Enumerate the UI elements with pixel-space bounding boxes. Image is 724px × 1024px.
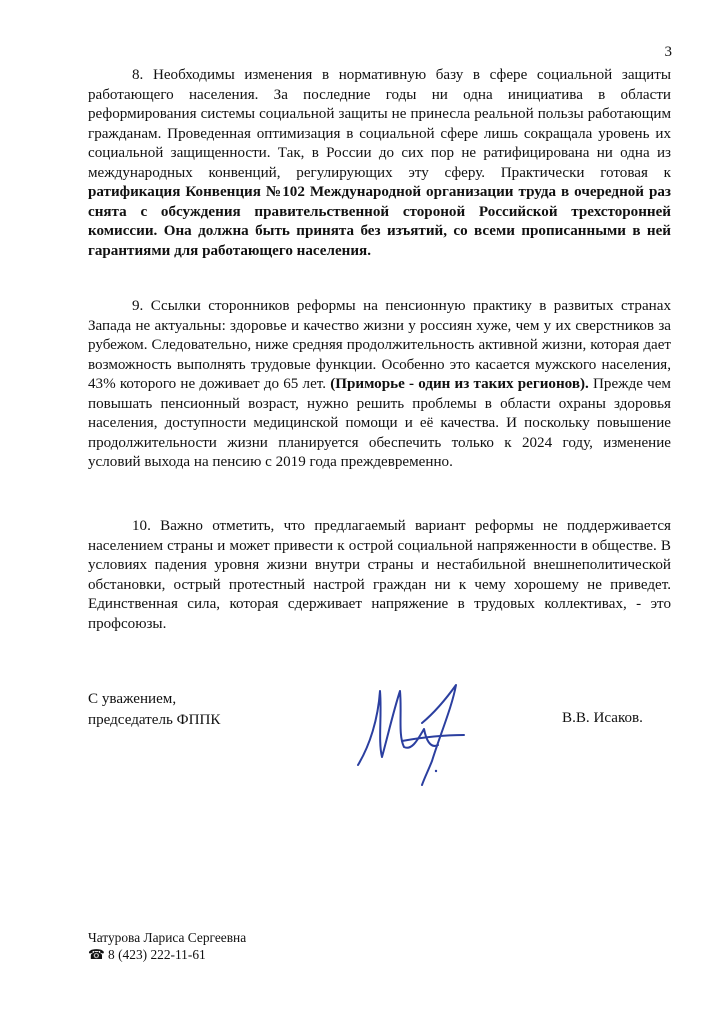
contact-name: Чатурова Лариса Сергеевна [88, 930, 247, 945]
closing-greeting: С уважением, [88, 691, 177, 707]
closing-block [88, 689, 220, 731]
signature-stroke [358, 691, 438, 765]
paragraph-text-bold: (Приморье - один из таких регионов). [330, 376, 589, 393]
phone-icon: ☎ [88, 947, 105, 962]
paragraph-text: 9. Ссылки сторонников реформы на пенсионную практику в развитых странах Запада не актуальны: здоровье и качество жизни у россиян хуже, чем у их сверстников за рубежом. Следовательно, ниже средняя продолжительность активной жизни, которая дает возможность выполнять трудовые функции. Особенно это касается мужского населения, 43% которого не доживает до 65 лет. [88, 298, 671, 393]
paragraph-text: 8. Необходимы изменения в нормативную базу в сфере социальной защиты работающего населения. За последние годы ни одна инициатива в области реформирования системы социальной защиты не принесла реальной пользы работающим гражданам. Проведенная оптимизация в социальной сфере лишь сокращала уровень их социальной защищенности. Так, в России до сих пор не ратифицирована ни одна из международных конвенций, регулирующих эту сферу. Практически готовая к [88, 67, 671, 181]
contact-phone-line [88, 946, 246, 963]
contact-block [88, 929, 246, 963]
paragraph-10 [88, 517, 671, 634]
paragraph-text: 10. Важно отметить, что предлагаемый вариант реформы не поддерживается населением страны и может привести к острой социальной напряженности в обществе. В условиях падения уровня жизни внутри страны и нестабильной внешнеполитической обстановки, острый протестный настрой граждан ни к чему хорошему не приведет. Единственная сила, которая сдерживает напряжение в трудовых коллективах, - это профсоюзы. [88, 518, 671, 632]
paragraph-text-bold: ратификация Конвенция №102 Международной организации труда в очередной раз снята с обсуждения правительственной стороной Российской трехсторонней комиссии. Она должна быть принята без изъятий, со всеми прописанными в ней гарантиями для работающего населения. [88, 184, 671, 259]
paragraph-8 [88, 66, 671, 261]
signer-name: В.В. Исаков. [562, 710, 643, 726]
paragraph-9 [88, 297, 671, 473]
contact-phone: 8 (423) 222-11-61 [108, 947, 206, 962]
page-number: 3 [664, 44, 672, 60]
signer-position: председатель ФППК [88, 712, 221, 728]
paragraph-text: Прежде чем повышать пенсионный возраст, нужно решить проблемы в области охраны здоровья населения, доступности медицинской помощи и её качества. И поскольку повышение продолжительности жизни планируется обеспечить только к 2024 году, изменение условий выхода на пенсию с 2019 года преждевременно. [88, 376, 671, 471]
handwritten-signature-icon [352, 675, 472, 787]
signature-stroke [402, 735, 464, 741]
signature-dot [435, 770, 437, 772]
